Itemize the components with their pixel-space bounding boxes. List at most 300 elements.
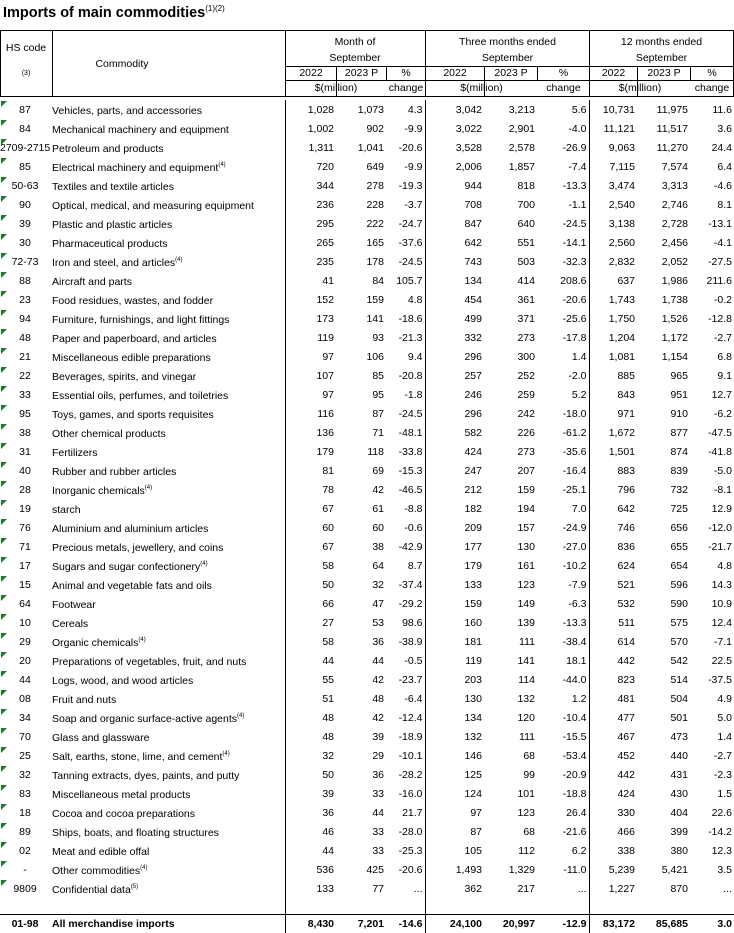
value-cell-y22: 885	[589, 366, 637, 385]
value-cell-mp: 21.7	[402, 806, 423, 819]
commodity-cell	[52, 632, 285, 651]
commodity-name: Ships, boats, and floating structures	[52, 827, 219, 839]
value-cell-t22: 257	[425, 366, 484, 385]
value-cell-t23: 252	[517, 369, 535, 382]
value-cell-m22: 55	[285, 670, 336, 689]
value-cell-yp: -12.0	[708, 521, 732, 534]
three-month-unit: $(million)	[460, 82, 503, 94]
value-cell-t23: 123	[517, 806, 535, 819]
hs-code-cell	[0, 708, 52, 727]
hs-code-cell	[0, 347, 52, 366]
value-cell-yp: -5.0	[713, 464, 732, 477]
hs-code: 28	[19, 483, 31, 496]
value-cell-mp: -19.3	[398, 179, 423, 192]
table-row	[0, 670, 734, 689]
value-cell-yp: 1.4	[717, 730, 732, 743]
value-cell-yp: ...	[723, 882, 732, 895]
value-cell-t22: 209	[425, 518, 484, 537]
value-cell-m23: 7,201	[336, 914, 386, 933]
value-cell-m23: 47	[372, 597, 384, 610]
table-row	[0, 841, 734, 860]
value-cell-mp: -18.9	[398, 730, 423, 743]
value-cell-t23: 139	[517, 616, 535, 629]
value-cell-m22: 720	[285, 157, 336, 176]
error-indicator-icon	[1, 880, 7, 886]
value-cell-t22: 24,100	[425, 914, 484, 933]
commodity-cell	[52, 670, 285, 689]
hs-code-cell	[0, 309, 52, 328]
value-cell-t23: 2,901	[508, 122, 535, 135]
commodity-name: Rubber and rubber articles	[52, 466, 177, 478]
value-cell-m23: 29	[372, 749, 384, 762]
commodity-header: Commodity	[95, 58, 149, 70]
value-cell-tp: 5.6	[571, 103, 587, 116]
value-cell-m22: 295	[285, 214, 336, 233]
error-indicator-icon	[1, 766, 7, 772]
hs-code: 44	[19, 673, 31, 686]
value-cell-m23: 33	[372, 844, 384, 857]
value-cell-y23: 399	[670, 825, 688, 838]
hs-code: 40	[19, 464, 31, 477]
value-cell-mp: -9.9	[404, 122, 423, 135]
value-cell-y23: 542	[670, 654, 688, 667]
value-cell-tp: 1.4	[571, 350, 587, 363]
hs-code-cell	[0, 860, 52, 879]
hs-code-cell	[0, 841, 52, 860]
value-cell-t22: 454	[425, 290, 484, 309]
value-cell-m23: 38	[372, 540, 384, 553]
value-cell-t23: 818	[517, 179, 535, 192]
value-cell-y23: 839	[670, 464, 688, 477]
footnote-ref: (4)	[222, 751, 230, 757]
commodity-name: Electrical machinery and equipment	[52, 162, 219, 174]
error-indicator-icon	[1, 576, 7, 582]
hs-code: 94	[19, 312, 31, 325]
value-cell-tp: -25.6	[562, 312, 587, 325]
value-cell-t23: 503	[517, 255, 535, 268]
page-title: Imports of main commodities$^{(1)(2)}$	[3, 4, 225, 21]
value-cell-t22: 2,006	[425, 157, 484, 176]
value-cell-m23: 84	[372, 274, 384, 287]
value-cell-y23: 965	[670, 369, 688, 382]
value-cell-yp: 4.8	[717, 559, 732, 572]
hs-code-cell	[0, 233, 52, 252]
footnote-ref: (4)	[144, 485, 153, 491]
value-cell-m22: 97	[285, 347, 336, 366]
value-cell-y22: 7,115	[589, 157, 637, 176]
value-cell-m22: 81	[285, 461, 336, 480]
value-cell-tp: 208.6	[560, 274, 587, 287]
table-row	[0, 860, 734, 879]
value-cell-y22: 1,081	[589, 347, 637, 366]
value-cell-y23: 870	[670, 882, 688, 895]
twelve-month-unit: $(million)	[618, 82, 662, 94]
value-cell-m23: 222	[366, 217, 384, 230]
table-row	[0, 347, 734, 366]
value-cell-y22: 521	[589, 575, 637, 594]
value-cell-y22: 796	[589, 480, 637, 499]
hs-code: 25	[19, 749, 31, 762]
table-row	[0, 385, 734, 404]
value-cell-m22: 58	[285, 632, 336, 651]
value-cell-tp: -21.6	[562, 825, 587, 838]
commodity-name: Petroleum and products	[52, 143, 164, 155]
error-indicator-icon	[1, 196, 7, 202]
hs-code: 17	[19, 559, 31, 572]
value-cell-t23: 101	[517, 787, 535, 800]
error-indicator-icon	[1, 158, 7, 164]
error-indicator-icon	[1, 728, 7, 734]
value-cell-t22: 1,493	[425, 860, 484, 879]
value-cell-tp: -15.5	[562, 730, 587, 743]
table-row	[0, 309, 734, 328]
value-cell-y23: 11,975	[656, 103, 688, 116]
value-cell-m23: 77	[372, 882, 384, 895]
value-cell-t23: 68	[523, 825, 535, 838]
hs-code: 76	[19, 521, 31, 534]
value-cell-yp: -27.5	[708, 255, 732, 268]
twelve-month-change: change	[694, 82, 730, 94]
hs-code: 10	[19, 616, 31, 629]
commodity-cell	[52, 233, 285, 252]
table-row	[0, 100, 734, 119]
value-cell-m23: 61	[372, 502, 384, 515]
value-cell-m22: 60	[285, 518, 336, 537]
value-cell-mp: 105.7	[396, 274, 423, 287]
hs-code-cell	[0, 556, 52, 575]
error-indicator-icon	[1, 538, 7, 544]
value-cell-t23: 159	[517, 483, 535, 496]
value-cell-yp: 12.4	[711, 616, 732, 629]
value-cell-m23: 42	[372, 483, 384, 496]
value-cell-m22: 1,311	[285, 138, 336, 157]
commodity-cell	[52, 575, 285, 594]
error-indicator-icon	[1, 405, 7, 411]
commodity-name: Other commodities	[52, 865, 141, 877]
commodity-cell	[52, 518, 285, 537]
twelve-month-period: September	[635, 52, 688, 64]
value-cell-yp: -12.8	[708, 312, 732, 325]
value-cell-m22: 78	[285, 480, 336, 499]
commodity-name: Beverages, spirits, and vinegar	[52, 371, 197, 383]
value-cell-mp: 4.3	[407, 103, 423, 116]
value-cell-m23: 141	[366, 312, 384, 325]
error-indicator-icon	[1, 709, 7, 715]
table-row	[0, 784, 734, 803]
value-cell-mp: -16.0	[398, 787, 423, 800]
value-cell-yp: 6.8	[717, 350, 732, 363]
hs-code-cell	[0, 822, 52, 841]
hs-code: 71	[19, 540, 31, 553]
value-cell-tp: -27.0	[562, 540, 587, 553]
value-cell-tp: 18.1	[566, 654, 587, 667]
value-cell-y22: 424	[589, 784, 637, 803]
hs-code: 22	[19, 369, 31, 382]
value-cell-y23: 874	[670, 445, 688, 458]
commodity-cell	[52, 499, 285, 518]
value-cell-y23: 2,746	[661, 198, 688, 211]
commodity-name: Paper and paperboard, and articles	[52, 333, 217, 345]
commodity-cell	[52, 442, 285, 461]
value-cell-m22: 1,002	[285, 119, 336, 138]
value-cell-m23: 53	[372, 616, 384, 629]
imports-table	[0, 100, 734, 933]
value-cell-yp: 3.5	[717, 863, 732, 876]
month-year-2022: 2022	[299, 67, 323, 79]
three-month-year-2022: 2022	[443, 67, 467, 79]
hs-code: 20	[19, 654, 31, 667]
value-cell-m23: 32	[372, 578, 384, 591]
value-cell-t23: 273	[517, 331, 535, 344]
value-cell-tp: -35.6	[562, 445, 587, 458]
value-cell-t22: 87	[425, 822, 484, 841]
three-month-change: change	[546, 82, 581, 94]
commodity-name: Precious metals, jewellery, and coins	[52, 542, 224, 554]
footnote-ref: (4)	[218, 162, 226, 168]
value-cell-m23: 425	[366, 863, 384, 876]
value-cell-y22: 836	[589, 537, 637, 556]
hs-code-cell	[0, 138, 52, 157]
footnote-ref: (4)	[140, 865, 148, 871]
value-cell-m23: 159	[366, 293, 384, 306]
hs-code-cell	[0, 195, 52, 214]
value-cell-yp: -21.7	[708, 540, 732, 553]
value-cell-y23: 654	[670, 559, 688, 572]
error-indicator-icon	[1, 367, 7, 373]
value-cell-m23: 33	[372, 825, 384, 838]
value-cell-m22: 58	[285, 556, 336, 575]
value-cell-m23: 93	[372, 331, 384, 344]
value-cell-t22: 362	[425, 879, 484, 898]
value-cell-m22: 107	[285, 366, 336, 385]
value-cell-y23: 2,456	[661, 236, 688, 249]
commodity-cell	[52, 347, 285, 366]
table-row	[0, 233, 734, 252]
hs-code-cell	[0, 157, 52, 176]
table-row	[0, 499, 734, 518]
table-row	[0, 480, 734, 499]
value-cell-t23: 130	[517, 540, 535, 553]
value-cell-y22: 1,743	[589, 290, 637, 309]
value-cell-yp: 22.6	[711, 806, 732, 819]
value-cell-t22: 125	[425, 765, 484, 784]
value-cell-yp: 211.6	[706, 274, 732, 287]
value-cell-y22: 624	[589, 556, 637, 575]
commodity-name: Logs, wood, and wood articles	[52, 675, 194, 687]
value-cell-y23: 1,738	[661, 293, 688, 306]
value-cell-yp: 3.0	[690, 914, 734, 933]
value-cell-t22: 296	[425, 404, 484, 423]
value-cell-y23: 430	[670, 787, 688, 800]
value-cell-t23: 114	[518, 673, 535, 686]
value-cell-tp: -11.0	[563, 863, 587, 876]
value-cell-tp: -1.1	[568, 198, 587, 211]
value-cell-y23: 3,313	[661, 179, 688, 192]
value-cell-t22: 3,022	[425, 119, 484, 138]
commodity-cell	[52, 461, 285, 480]
value-cell-y23: 877	[670, 426, 688, 439]
value-cell-y23: 1,526	[661, 312, 688, 325]
hs-code-cell	[0, 176, 52, 195]
error-indicator-icon	[1, 215, 7, 221]
error-indicator-icon	[1, 177, 7, 183]
table-row	[0, 727, 734, 746]
commodity-name: Aircraft and parts	[52, 276, 132, 288]
value-cell-yp: -13.1	[708, 217, 732, 230]
value-cell-tp: 26.4	[566, 806, 587, 819]
value-cell-mp: -37.4	[398, 578, 423, 591]
value-cell-m22: 48	[285, 708, 336, 727]
value-cell-y23: 514	[670, 673, 688, 686]
table-header	[0, 30, 734, 96]
table-row	[0, 746, 734, 765]
hs-code: 21	[19, 350, 31, 363]
table-row	[0, 613, 734, 632]
hs-code: 08	[19, 692, 31, 705]
hs-code: 18	[19, 806, 31, 819]
table-row	[0, 518, 734, 537]
total-row	[0, 914, 734, 933]
hs-code-cell	[0, 404, 52, 423]
table-row	[0, 328, 734, 347]
table-row	[0, 708, 734, 727]
value-cell-m22: 344	[285, 176, 336, 195]
value-cell-y22: 511	[589, 613, 637, 632]
hs-code: 19	[19, 502, 31, 515]
hs-code-note: (3)	[21, 70, 31, 77]
value-cell-tp: -44.0	[562, 673, 587, 686]
value-cell-m23: 106	[366, 350, 384, 363]
hs-code: 39	[19, 217, 31, 230]
commodity-name: Sugars and sugar confectionery	[52, 561, 201, 573]
value-cell-tp: -7.4	[568, 160, 587, 173]
hs-code: 89	[19, 825, 31, 838]
value-cell-y23: 2,052	[661, 255, 688, 268]
hs-code-cell	[0, 328, 52, 347]
value-cell-t23: 259	[517, 388, 535, 401]
value-cell-t22: 119	[425, 651, 484, 670]
value-cell-y22: 614	[589, 632, 637, 651]
table-row	[0, 195, 734, 214]
hs-code-cell	[0, 119, 52, 138]
value-cell-t23: 20,997	[484, 914, 537, 933]
value-cell-tp: -26.9	[562, 141, 587, 154]
value-cell-yp: 12.7	[711, 388, 732, 401]
error-indicator-icon	[1, 443, 7, 449]
value-cell-m22: 179	[285, 442, 336, 461]
value-cell-t23: 207	[517, 464, 535, 477]
value-cell-y22: 442	[589, 651, 637, 670]
hs-code-cell	[0, 746, 52, 765]
value-cell-t23: 226	[517, 426, 535, 439]
table-row	[0, 556, 734, 575]
value-cell-mp: -29.2	[398, 597, 423, 610]
value-cell-y22: 1,750	[589, 309, 637, 328]
commodity-name: Mechanical machinery and equipment	[52, 124, 229, 136]
value-cell-t22: 642	[425, 233, 484, 252]
value-cell-y22: 1,672	[589, 423, 637, 442]
value-cell-tp: -24.5	[562, 217, 587, 230]
value-cell-t23: 551	[517, 236, 535, 249]
value-cell-t23: 157	[517, 521, 535, 534]
twelve-month-year-2022: 2022	[601, 67, 626, 79]
month-unit: $(million)	[314, 82, 358, 94]
value-cell-m23: 44	[372, 806, 384, 819]
commodity-cell	[52, 423, 285, 442]
value-cell-yp: -2.7	[713, 749, 732, 762]
commodity-name: Footwear	[52, 599, 96, 611]
value-cell-tp: -2.0	[568, 369, 587, 382]
month-pct: %	[401, 67, 411, 79]
value-cell-t22: 582	[425, 423, 484, 442]
commodity-cell	[52, 385, 285, 404]
hs-code: 88	[19, 274, 31, 287]
value-cell-yp: -47.5	[708, 426, 732, 439]
value-cell-tp: -12.9	[537, 914, 589, 933]
value-cell-t23: 68	[523, 749, 535, 762]
commodity-cell	[52, 271, 285, 290]
value-cell-y22: 1,227	[589, 879, 637, 898]
table-row	[0, 632, 734, 651]
hs-code: 32	[19, 768, 31, 781]
value-cell-y23: 590	[670, 597, 688, 610]
hs-code-cell	[0, 914, 52, 933]
error-indicator-icon	[1, 633, 7, 639]
table-row	[0, 271, 734, 290]
footnote-ref: (4)	[237, 713, 245, 719]
value-cell-t23: 700	[517, 198, 535, 211]
commodity-name: Inorganic chemicals	[52, 485, 145, 497]
value-cell-mp: -20.6	[398, 863, 423, 876]
value-cell-mp: -1.8	[404, 388, 423, 401]
hs-code-cell	[0, 613, 52, 632]
hs-code-cell	[0, 727, 52, 746]
error-indicator-icon	[1, 595, 7, 601]
value-cell-m23: 1,041	[357, 141, 384, 154]
value-cell-mp: -28.2	[398, 768, 423, 781]
value-cell-yp: 12.9	[711, 502, 732, 515]
value-cell-y22: 9,063	[589, 138, 637, 157]
value-cell-tp: -20.6	[562, 293, 587, 306]
value-cell-yp: 12.3	[711, 844, 732, 857]
hs-code: 70	[19, 730, 31, 743]
value-cell-mp: ...	[413, 882, 423, 895]
value-cell-y23: 85,685	[637, 914, 690, 933]
value-cell-t23: 273	[517, 445, 535, 458]
hs-code: 64	[19, 597, 31, 610]
value-cell-y23: 440	[670, 749, 688, 762]
error-indicator-icon	[1, 614, 7, 620]
value-cell-tp: -53.4	[562, 749, 587, 762]
commodity-cell	[52, 746, 285, 765]
value-cell-yp: 24.4	[711, 141, 732, 154]
value-cell-t22: 159	[425, 594, 484, 613]
value-cell-m23: 178	[366, 255, 384, 268]
value-cell-y23: 380	[670, 844, 688, 857]
value-cell-t22: 182	[425, 499, 484, 518]
commodity-name: Cocoa and cocoa preparations	[52, 808, 196, 820]
commodity-name: Textiles and textile articles	[52, 181, 174, 193]
commodity-name: Other chemical products	[52, 428, 166, 440]
error-indicator-icon	[1, 462, 7, 468]
value-cell-t23: 132	[517, 692, 535, 705]
value-cell-tp: ...	[577, 882, 587, 895]
value-cell-t22: 212	[425, 480, 484, 499]
value-cell-mp: -0.5	[404, 654, 423, 667]
value-cell-tp: -20.9	[562, 768, 587, 781]
commodity-name: Glass and glassware	[52, 732, 150, 744]
hs-code-cell	[0, 442, 52, 461]
